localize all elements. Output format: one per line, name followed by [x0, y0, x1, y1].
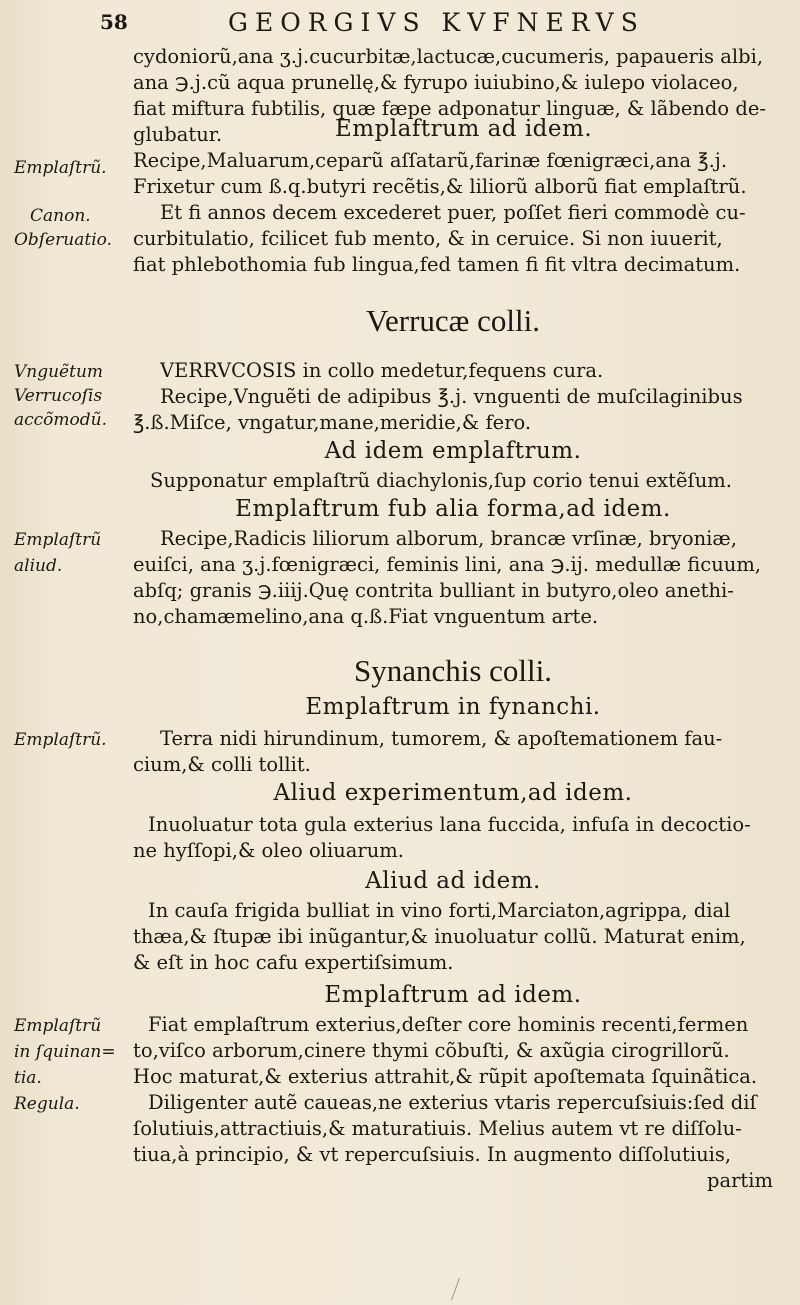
- margin-note: Verrucoſis: [14, 386, 103, 406]
- text-line: fiat phlebothomia fub lingua,fed tamen fi fit vltra decimatum.: [133, 254, 741, 276]
- text-line: In cauſa frigida bulliat in vino forti,Marciaton,agrippa, dial: [148, 900, 731, 922]
- margin-note: Emplaſtrũ: [14, 1016, 102, 1036]
- text-line: Supponatur emplaſtrũ diachylonis,ſup corio tenui extẽſum.: [150, 470, 732, 492]
- margin-note: Emplaſtrũ.: [14, 158, 107, 178]
- margin-note: Emplaſtrũ: [14, 530, 102, 550]
- text-line: euiſci, ana ʒ.j.fœnigræci, feminis lini, ana ℈.ij. medullæ ficuum,: [133, 554, 762, 576]
- text-line: Fiat emplaſtrum exterius,deſter core hominis recenti,fermen: [148, 1014, 749, 1036]
- section-heading: Synanchis colli.: [353, 654, 553, 688]
- text-line: ℥.ß.Miſce, vngatur,mane,meridie,& fero.: [133, 412, 532, 434]
- text-line: Inuoluatur tota gula exterius lana fuccida, infuſa in decoctio-: [148, 814, 751, 836]
- text-line: Recipe,Radicis liliorum alborum, brancæ vrſinæ, bryoniæ,: [160, 528, 737, 550]
- text-line: fiat miftura fubtilis, quæ fæpe adponatur linguæ, & lãbendo de-: [133, 98, 766, 120]
- margin-note: Regula.: [14, 1094, 80, 1114]
- margin-note: aliud.: [14, 556, 63, 576]
- text-line: Et fi annos decem excederet puer, poſſet fieri commodè cu-: [160, 202, 746, 224]
- page-scratch-mark: [451, 1278, 470, 1300]
- page-number: 58: [100, 10, 128, 34]
- section-subheading: Ad idem emplaftrum.: [324, 438, 582, 464]
- text-line: ne hyſſopi,& oleo oliuarum.: [133, 840, 404, 862]
- text-line: Diligenter autẽ caueas,ne exterius vtaris repercuſsiuis:ſed diſ: [148, 1092, 757, 1114]
- section-subheading: Emplaftrum ad idem.: [335, 116, 593, 142]
- margin-note: Vnguẽtum: [14, 362, 104, 382]
- margin-note: in ſquinan=: [14, 1042, 116, 1062]
- margin-note: Canon.: [30, 206, 91, 226]
- text-line: ana ℈.j.cũ aqua prunellę,& fyrupo iuiubino,& iulepo violaceo,: [133, 72, 739, 94]
- text-line: curbitulatio, fcilicet fub mento, & in ceruice. Si non iuuerit,: [133, 228, 723, 250]
- text-line: Recipe,Vnguẽti de adipibus ℥.j. vnguenti de muſcilaginibus: [160, 386, 743, 408]
- text-line: Frixetur cum ß.q.butyri recẽtis,& liliorũ alborũ fiat emplaſtrũ.: [133, 176, 747, 198]
- text-line: tiua,à principio, & vt repercuſsiuis. In augmento diſſolutiuis,: [133, 1144, 732, 1166]
- section-subheading: Emplaftrum ad idem.: [324, 982, 582, 1008]
- section-subheading: Emplaftrum in fynanchi.: [305, 694, 601, 720]
- text-line: cydoniorũ,ana ʒ.j.cucurbitæ,lactucæ,cucumeris, papaueris albi,: [133, 46, 764, 68]
- running-title: GEORGIVS KVFNERVS: [228, 8, 645, 37]
- text-line: Terra nidi hirundinum, tumorem, & apoſtemationem fau-: [160, 728, 723, 750]
- text-line: VERRVCOSIS in collo medetur,fequens cura.: [160, 360, 604, 382]
- section-subheading: Aliud experimentum,ad idem.: [273, 780, 633, 806]
- text-line: glubatur.: [133, 124, 223, 146]
- margin-note: accõmodũ.: [14, 410, 108, 430]
- catchword: partim: [707, 1170, 773, 1192]
- text-line: ſolutiuis,attractiuis,& maturatiuis. Melius autem vt re diſſolu-: [133, 1118, 742, 1140]
- text-line: abſq; granis ℈.iiij.Quę contrita bulliant in butyro,oleo anethi-: [133, 580, 734, 602]
- text-line: thæa,& ſtupæ ibi inũgantur,& inuoluatur collũ. Maturat enim,: [133, 926, 746, 948]
- text-line: no,chamæmelino,ana q.ß.Fiat vnguentum arte.: [133, 606, 599, 628]
- text-line: cium,& colli tollit.: [133, 754, 311, 776]
- section-subheading: Emplaftrum fub alia forma,ad idem.: [235, 496, 671, 522]
- margin-note: tia.: [14, 1068, 42, 1088]
- text-line: Recipe,Maluarum,ceparũ aſſatarũ,farinæ fœnigræci,ana ℥.j.: [133, 150, 728, 172]
- margin-note: Emplaſtrũ.: [14, 730, 107, 750]
- section-subheading: Aliud ad idem.: [365, 868, 541, 894]
- text-line: Hoc maturat,& exterius attrahit,& rũpit apoſtemata ſquinãtica.: [133, 1066, 758, 1088]
- page-header: [0, 8, 800, 42]
- text-line: & eſt in hoc cafu expertiſsimum.: [133, 952, 454, 974]
- margin-note: Obſeruatio.: [14, 230, 112, 250]
- text-line: to,viſco arborum,cinere thymi cõbuſti, & axũgia cirogrillorũ.: [133, 1040, 730, 1062]
- section-heading: Verrucæ colli.: [366, 304, 540, 338]
